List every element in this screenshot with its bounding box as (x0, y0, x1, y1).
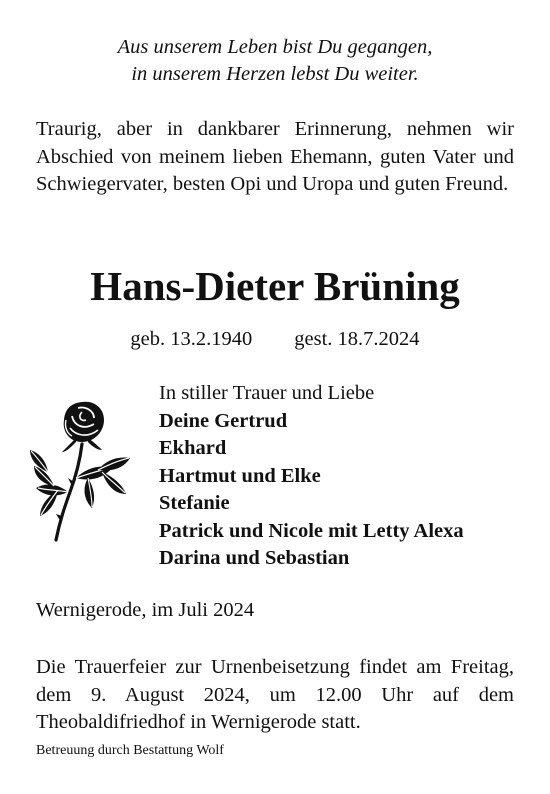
motto (0, 34, 550, 88)
rose-icon (18, 398, 138, 544)
motto-line-2: in unserem Herzen lebst Du weiter. (131, 63, 419, 85)
mourner-name: Stefanie (159, 492, 230, 514)
motto-line-1: Aus unserem Leben bist Du gegangen, (117, 36, 433, 58)
ceremony-details: Die Trauerfeier zur Urnenbeisetzung findet am Freitag, dem 9. August 2024, um 12.00 Uhr auf dem Theobaldifriedhof in Wernigerode statt. (36, 656, 514, 733)
birth-date: geb. 13.2.1940 (130, 328, 253, 350)
deceased-name: Hans-Dieter Brüning (90, 263, 460, 309)
death-date: gest. 18.7.2024 (294, 328, 420, 350)
mourner-name: Darina und Sebastian (159, 547, 350, 569)
mourner-name: Patrick und Nicole mit Letty Alexa (159, 519, 464, 542)
intro-text: Traurig, aber in dankbarer Erinnerung, nehmen wir Abschied von meinem lieben Ehemann, guten Vater und Schwiegervater, besten Opi und Uropa und guten Freund. (36, 118, 514, 195)
life-dates (0, 326, 550, 352)
mourner-name: Deine Gertrud (159, 409, 288, 432)
mourner-name: Ekhard (159, 437, 227, 459)
mourner-name: Hartmut und Elke (159, 464, 321, 487)
mourners-heading: In stiller Trauer und Liebe (159, 382, 375, 404)
mourners-list (159, 380, 539, 573)
undertaker-credit: Betreuung durch Bestattung Wolf (36, 743, 224, 758)
place-and-date: Wernigerode, im Juli 2024 (36, 599, 255, 621)
